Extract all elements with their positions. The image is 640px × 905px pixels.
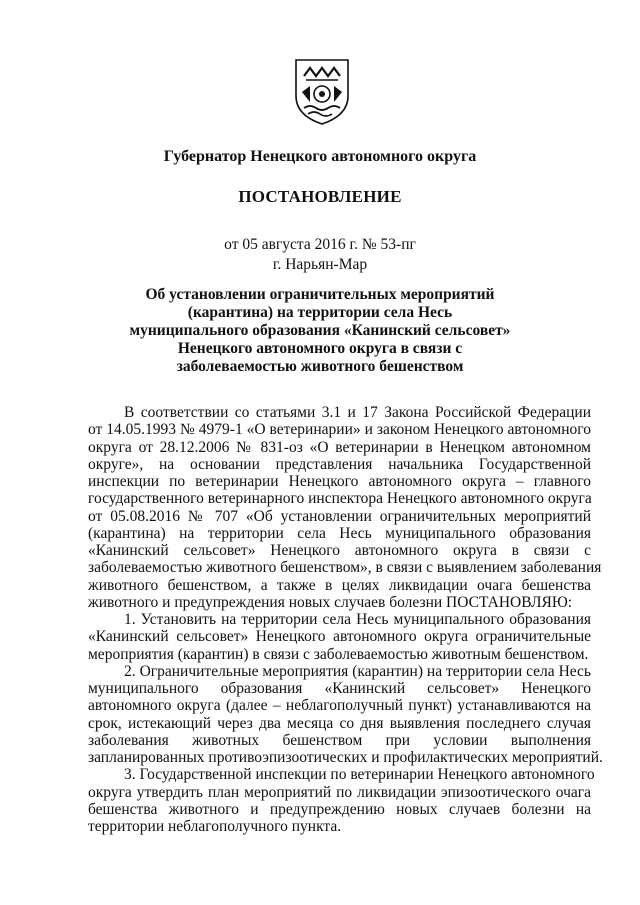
body-line: от 05.08.2016 № 707 «Об установлении ограничительных мероприятий [88, 507, 591, 525]
body-line: округе», на основании представления начальника Государственной [88, 455, 591, 473]
body-line: «Канинский сельсовет» Ненецкого автономного округа ограничительные [88, 628, 591, 646]
body-line: округа от 28.12.2006 № 831-оз «О ветеринарии в Ненецком автономном [88, 438, 591, 456]
document-type: ПОСТАНОВЛЕНИЕ [238, 187, 402, 206]
body-line: заболеваемостью животного бешенством», в связи с выявлением заболевания [88, 559, 602, 577]
body-line: 1. Установить на территории села Несь муниципального образования [124, 611, 591, 628]
body-line: территории неблагополучного пункта. [88, 818, 342, 835]
body-line: срок, истекающий через два месяца со дня выявления последнего случая [88, 714, 591, 732]
body-line: «Канинский сельсовет» Ненецкого автономного округа в связи с [88, 542, 591, 559]
coat-of-arms-icon [292, 56, 352, 126]
document-body [88, 404, 603, 835]
body-line: инспекции по ветеринарии Ненецкого автономного округа – главного [88, 473, 591, 490]
body-line: (карантина) на территории села Несь муниципального образования [88, 524, 591, 542]
date-and-number: от 05 августа 2016 г. № 53-пг [224, 236, 416, 253]
body-line: запланированных противоэпизоотических и профилактических мероприятий. [88, 749, 603, 766]
body-line: мероприятия (карантин) в связи с заболеваемостью животным бешенством. [88, 645, 589, 663]
body-line: 3. Государственной инспекции по ветеринарии Ненецкого автономного [124, 766, 595, 784]
title-line: муниципального образования «Канинский сельсовет» [129, 322, 511, 339]
body-line: округа утвердить план мероприятий по ликвидации эпизоотического очага [88, 783, 591, 801]
body-line: автономного округа (далее – неблагополучный пункт) устанавливаются на [88, 697, 591, 715]
authority-name: Губернатор Ненецкого автономного округа [163, 148, 477, 165]
document-title [0, 286, 640, 376]
title-line: заболеваемостью животного бешенством [176, 358, 464, 375]
body-line: животного и предупреждения новых случаев болезни ПОСТАНОВЛЯЮ: [88, 593, 573, 611]
body-line: заболевания животных бешенством при условии выполнения [88, 731, 591, 749]
body-line: В соответствии со статьями 3.1 и 17 Закона Российской Федерации [124, 404, 591, 421]
title-line: Ненецкого автономного округа в связи с [177, 340, 463, 357]
title-line: (карантина) на территории села Несь [187, 304, 453, 321]
body-line: от 14.05.1993 № 4979-1 «О ветеринарии» и законом Ненецкого автономного [88, 421, 591, 439]
body-line: бешенства животного и предупреждению новых случаев болезни на [88, 800, 591, 818]
body-line: 2. Ограничительные мероприятия (карантин) на территории села Несь [124, 662, 591, 680]
title-line: Об установлении ограничительных мероприятий [145, 286, 495, 303]
body-line: государственного ветеринарного инспектора Ненецкого автономного округа [88, 490, 592, 508]
city: г. Нарьян-Мар [272, 256, 368, 273]
body-line: животного бешенством, а также в целях ликвидации очага бешенства [88, 576, 591, 594]
body-line: муниципального образования «Канинский сельсовет» Ненецкого [88, 680, 591, 697]
